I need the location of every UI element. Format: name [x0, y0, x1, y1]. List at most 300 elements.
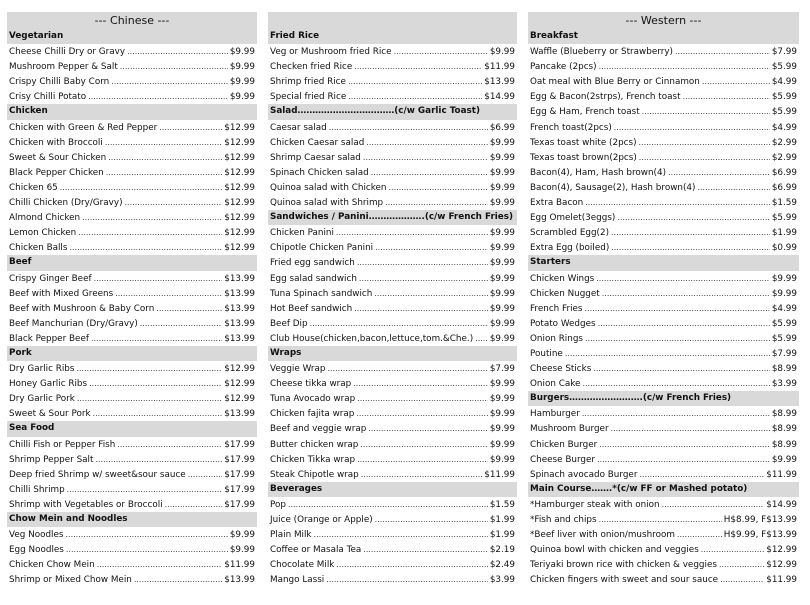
menu-item-name: Special fried Rice — [270, 92, 347, 103]
menu-item-price: $9.99 — [489, 454, 515, 465]
menu-item-price: $8.99 — [771, 424, 797, 435]
dot-leader — [91, 331, 222, 346]
dot-leader — [127, 44, 228, 59]
menu-item — [528, 316, 799, 331]
menu-item-name: Bacon(4), Ham, Hash brown(4) — [530, 167, 667, 178]
menu-item-name: Veggie Wrap — [270, 364, 326, 375]
menu-item-name: Veg Noodles — [9, 530, 64, 541]
menu-item — [7, 572, 257, 587]
menu-item-price: $6.99 — [771, 182, 797, 193]
menu-item-price: $12.99 — [224, 213, 255, 224]
menu-item — [268, 316, 517, 331]
menu-item-name: Pop — [270, 499, 286, 510]
menu-item — [268, 467, 517, 482]
menu-item-name: Chilli Fish or Pepper Fish — [9, 439, 116, 450]
menu-item-price: $5.99 — [771, 318, 797, 329]
dot-leader — [60, 180, 222, 195]
menu-item — [7, 316, 257, 331]
menu-item — [268, 180, 517, 195]
menu-item — [528, 301, 799, 316]
menu-item-price: $9.99 — [489, 303, 515, 314]
dot-leader — [314, 527, 488, 542]
menu-item-price: $14.99 — [766, 499, 797, 510]
dot-leader — [585, 301, 770, 316]
section-heading: Beef — [7, 255, 257, 270]
section-heading: Main Course…….*(c/w FF or Mashed potato) — [528, 482, 799, 497]
menu-item-price: $9.99 — [489, 273, 515, 284]
menu-item-price: $12.99 — [224, 198, 255, 209]
menu-item-name: Cheese Chilli Dry or Gravy — [9, 47, 126, 58]
menu-section-wraps — [268, 346, 517, 482]
menu-item — [528, 406, 799, 421]
dot-leader — [394, 44, 488, 59]
menu-item-name: Shrimp Caesar salad — [270, 152, 361, 163]
menu-item-price: $11.99 — [224, 560, 255, 571]
dot-leader — [596, 271, 770, 286]
dot-leader — [329, 120, 488, 135]
menu-item-name: Chicken 65 — [9, 182, 58, 193]
menu-section-salad-c-w-garlic-toast — [268, 104, 517, 210]
menu-item — [268, 437, 517, 452]
dot-leader — [668, 165, 770, 180]
menu-item — [268, 406, 517, 421]
dot-leader — [385, 195, 488, 210]
menu-item-name: Almond Chicken — [9, 213, 81, 224]
menu-item — [7, 135, 257, 150]
menu-item — [268, 150, 517, 165]
menu-item-price: $8.99 — [771, 364, 797, 375]
dot-leader — [585, 195, 770, 210]
dot-leader — [97, 557, 223, 572]
menu-item-price: $11.99 — [484, 62, 515, 73]
dot-leader — [697, 180, 769, 195]
menu-item — [7, 437, 257, 452]
menu-item-price: $12.99 — [224, 228, 255, 239]
menu-item-name: Crispy Ginger Beef — [9, 273, 92, 284]
dot-leader — [602, 286, 770, 301]
menu-item-price: $3.99 — [771, 379, 797, 390]
menu-item-price: $9.99 — [489, 424, 515, 435]
menu-item-price: $13.99 — [224, 575, 255, 586]
menu-item-name: Bacon(4), Sausage(2), Hash brown(4) — [530, 182, 696, 193]
menu-item — [528, 44, 799, 59]
menu-item-price: $12.99 — [224, 364, 255, 375]
menu-item — [7, 482, 257, 497]
menu-item-name: Veg or Mushroom fried Rice — [270, 47, 392, 58]
dot-leader — [105, 135, 222, 150]
menu-item — [528, 59, 799, 74]
menu-item — [268, 286, 517, 301]
dot-leader — [375, 512, 488, 527]
menu-item-price: $12.99 — [224, 167, 255, 178]
menu-item-price: $9.99 — [489, 152, 515, 163]
menu-item — [268, 376, 517, 391]
menu-item-name: *Beef liver with onion/mushroom — [530, 530, 675, 541]
menu-item-name: Shrimp with Vegetables or Broccoli — [9, 499, 163, 510]
dot-leader — [326, 572, 488, 587]
menu-item-name: Honey Garlic Ribs — [9, 379, 88, 390]
section-heading: Chicken — [7, 104, 257, 119]
menu-item-name: Chicken Wings — [530, 273, 595, 284]
dot-leader — [683, 89, 770, 104]
dot-leader — [134, 572, 222, 587]
menu-item — [268, 527, 517, 542]
section-heading: Sea Food — [7, 421, 257, 436]
dot-leader — [156, 301, 222, 316]
menu-item-name: Cheese Burger — [530, 454, 596, 465]
dot-leader — [357, 391, 488, 406]
menu-item-price: $13.99 — [224, 333, 255, 344]
menu-item-price: $9.99 — [771, 288, 797, 299]
menu-item — [268, 391, 517, 406]
menu-item-name: Black Pepper Chicken — [9, 167, 104, 178]
menu-section-chicken — [7, 104, 257, 255]
menu-section-beverages — [268, 482, 517, 588]
menu-item-price: $13.99 — [224, 409, 255, 420]
menu-item — [528, 346, 799, 361]
menu-item-price: $5.99 — [771, 213, 797, 224]
menu-item-price: $6.99 — [771, 167, 797, 178]
menu-item-price: $7.99 — [489, 364, 515, 375]
dot-leader — [593, 361, 769, 376]
menu-item-name: Black Pepper Beef — [9, 333, 89, 344]
menu-item — [528, 89, 799, 104]
menu-item-price: $12.99 — [224, 152, 255, 163]
menu-item — [7, 271, 257, 286]
dot-leader — [115, 286, 222, 301]
menu-item — [268, 497, 517, 512]
menu-item-price: $9.99 — [489, 47, 515, 58]
menu-item — [268, 240, 517, 255]
menu-item-price: $9.99 — [229, 62, 255, 73]
menu-item-name: Spinach Chicken salad — [270, 167, 369, 178]
menu-item-name: Extra Bacon — [530, 198, 584, 209]
dot-leader — [375, 240, 488, 255]
menu-item-name: *Hamburger steak with onion — [530, 499, 660, 510]
dot-leader — [310, 316, 488, 331]
menu-column-middle — [268, 12, 517, 587]
dot-leader — [374, 286, 487, 301]
menu-item — [528, 104, 799, 119]
menu-item-name: Chilli Shrimp — [9, 484, 65, 495]
menu-item — [528, 271, 799, 286]
dot-leader — [78, 225, 222, 240]
dot-leader — [599, 59, 770, 74]
dot-leader — [336, 557, 487, 572]
dot-leader — [353, 376, 488, 391]
menu-item — [528, 497, 799, 512]
menu-item-name: Quinoa bowl with chicken and veggies — [530, 545, 699, 556]
menu-item — [7, 240, 257, 255]
dot-leader — [88, 89, 228, 104]
menu-item-price: $2.99 — [771, 152, 797, 163]
menu-item-name: Sweet & Sour Chicken — [9, 152, 107, 163]
menu-item-price: $9.99 — [771, 273, 797, 284]
menu-item-name: Beef with Mushroon & Baby Corn — [9, 303, 155, 314]
menu-item-price: $9.99 — [229, 77, 255, 88]
menu-item-name: Chicken Panini — [270, 228, 334, 239]
menu-item — [7, 74, 257, 89]
menu-item-name: Chicken Tikka wrap — [270, 454, 356, 465]
menu-item-name: Chicken fajita wrap — [270, 409, 355, 420]
menu-item-name: Hot Beef sandwich — [270, 303, 353, 314]
menu-item-price: $13.99 — [224, 303, 255, 314]
dot-leader — [357, 255, 488, 270]
dot-leader — [354, 301, 488, 316]
menu-item-price: $12.99 — [224, 379, 255, 390]
menu-item-name: Chicken fingers with sweet and sour sauce — [530, 575, 719, 586]
menu-item-price: $1.59 — [489, 499, 515, 510]
menu-item-price: $8.99 — [771, 439, 797, 450]
section-heading: Pork — [7, 346, 257, 361]
menu-item-price: $4.99 — [771, 77, 797, 88]
menu-item — [528, 512, 799, 527]
menu-item-price: $9.99 — [229, 530, 255, 541]
menu-item — [528, 437, 799, 452]
section-heading: Breakfast — [528, 29, 799, 44]
menu-item-price: $9.99 — [489, 167, 515, 178]
menu-item-price: $13.99 — [484, 77, 515, 88]
menu-item-name: Egg salad sandwich — [270, 273, 357, 284]
section-heading: Wraps — [268, 346, 517, 361]
menu-item-price: $12.99 — [224, 137, 255, 148]
menu-item — [7, 210, 257, 225]
menu-item-name: Juice (Orange or Apple) — [270, 515, 373, 525]
menu-item-name: Teriyaki brown rice with chicken & veggies — [530, 560, 717, 571]
menu-item-price: $9.99 — [229, 545, 255, 556]
menu-item-name: Egg & Bacon(2strps), French toast — [530, 92, 681, 103]
menu-item-price: $2.49 — [489, 560, 515, 571]
menu-item-price: $8.99 — [771, 409, 797, 420]
dot-leader — [117, 437, 222, 452]
menu-item-name: Chicken with Broccoli — [9, 137, 103, 148]
menu-item-price: $12.99 — [224, 394, 255, 405]
dot-leader — [361, 467, 482, 482]
dot-leader — [77, 391, 222, 406]
menu-item-name: Chicken with Green & Red Pepper — [9, 122, 158, 133]
menu-item-name: Oat meal with Blue Berry or Cinnamon — [530, 77, 700, 88]
dot-leader — [611, 240, 770, 255]
menu-item — [268, 452, 517, 467]
dot-leader — [188, 467, 223, 482]
menu-item — [528, 527, 799, 542]
menu-item-price: $17.99 — [224, 484, 255, 495]
menu-item-price: $9.99 — [489, 409, 515, 420]
menu-item-name: Chicken Chow Mein — [9, 560, 95, 571]
menu-item-name: Deep fried Shrimp w/ sweet&sour sauce — [9, 469, 186, 480]
menu-item — [7, 195, 257, 210]
menu-item — [7, 44, 257, 59]
menu-item-name: Shrimp fried Rice — [270, 77, 346, 88]
menu-section-main-course-c-w-ff-or-mashed-potato — [528, 482, 799, 588]
menu-item-price: $13.99 — [224, 288, 255, 299]
menu-item — [528, 421, 799, 436]
menu-item-price: $17.99 — [224, 439, 255, 450]
dot-leader — [639, 135, 770, 150]
dot-leader — [357, 452, 488, 467]
menu-item-price: $11.99 — [484, 469, 515, 480]
column-title: --- Chinese --- — [7, 12, 257, 29]
menu-item-name: Texas toast brown(2pcs) — [530, 152, 637, 163]
menu-item-price: $9.99 — [489, 379, 515, 390]
menu-item — [268, 165, 517, 180]
menu-item-name: Chipotle Chicken Panini — [270, 243, 374, 254]
menu-section-sea-food — [7, 421, 257, 512]
section-heading: Vegetarian — [7, 29, 257, 44]
menu-item-name: Onion Cake — [530, 379, 581, 390]
menu-item-price: $5.99 — [771, 62, 797, 73]
menu-item-price: $12.99 — [224, 122, 255, 133]
menu-item-price: $0.99 — [771, 243, 797, 254]
dot-leader — [95, 452, 222, 467]
dot-leader — [599, 512, 722, 527]
dot-leader — [582, 376, 769, 391]
menu-item — [7, 89, 257, 104]
section-heading: Beverages — [268, 482, 517, 497]
dot-leader — [159, 120, 222, 135]
menu-item — [268, 255, 517, 270]
dot-leader — [111, 74, 228, 89]
menu-item-price: H$8.99, F$13.99 — [723, 515, 797, 525]
dot-leader — [106, 165, 222, 180]
menu-item-name: Coffee or Masala Tea — [270, 545, 362, 556]
menu-item-name: Beef Manchurian (Dry/Gravy) — [9, 318, 138, 329]
dot-leader — [120, 59, 228, 74]
menu-item — [7, 59, 257, 74]
dot-leader — [642, 104, 770, 119]
menu-item — [528, 452, 799, 467]
menu-item-name: Onion Rings — [530, 333, 583, 344]
menu-item — [268, 271, 517, 286]
menu-item-name: Pancake (2pcs) — [530, 62, 597, 73]
menu-item — [7, 286, 257, 301]
menu-item-name: Scrambled Egg(2) — [530, 228, 610, 239]
menu-item-price: $9.99 — [489, 182, 515, 193]
menu-item-price: $3.99 — [489, 575, 515, 586]
dot-leader — [69, 240, 222, 255]
menu-item — [268, 557, 517, 572]
menu-section-starters — [528, 255, 799, 391]
menu-item — [268, 572, 517, 587]
menu-item — [528, 376, 799, 391]
menu-item-price: $9.99 — [489, 137, 515, 148]
menu-item-price: $12.99 — [224, 182, 255, 193]
dot-leader — [363, 542, 488, 557]
menu-column-chinese — [7, 12, 257, 587]
menu-item — [528, 361, 799, 376]
dot-leader — [356, 406, 487, 421]
menu-item — [268, 59, 517, 74]
section-heading: Chow Mein and Noodles — [7, 512, 257, 527]
menu-item — [528, 210, 799, 225]
dot-leader — [585, 331, 770, 346]
dot-leader — [94, 271, 223, 286]
menu-item — [7, 376, 257, 391]
menu-item — [528, 180, 799, 195]
menu-item-price: $9.99 — [489, 439, 515, 450]
menu-item-name: Egg Omelet(3eggs) — [530, 213, 616, 224]
column-title — [268, 12, 517, 29]
menu-section-burgers-c-w-french-fries — [528, 391, 799, 482]
menu-item-name: Steak Chipotle wrap — [270, 469, 359, 480]
menu-item — [7, 301, 257, 316]
menu-item — [528, 225, 799, 240]
menu-item — [7, 180, 257, 195]
dot-leader — [720, 572, 764, 587]
menu-item-name: Mango Lassi — [270, 575, 325, 586]
dot-leader — [108, 150, 222, 165]
menu-item-name: Extra Egg (boiled) — [530, 243, 610, 254]
menu-item — [7, 467, 257, 482]
menu-item — [268, 89, 517, 104]
menu-item-price: $9.99 — [771, 454, 797, 465]
menu-section-fried-rice — [268, 29, 517, 104]
dot-leader — [701, 542, 764, 557]
dot-leader — [359, 271, 488, 286]
dot-leader — [348, 89, 482, 104]
section-heading: Fried Rice — [268, 29, 517, 44]
menu-item — [7, 452, 257, 467]
menu-item-name: Egg & Ham, French toast — [530, 107, 640, 118]
menu-item-name: Cheese Sticks — [530, 364, 592, 375]
menu-item-price: $12.99 — [224, 243, 255, 254]
dot-leader — [363, 150, 488, 165]
menu-item-name: Poutine — [530, 348, 563, 359]
menu-item-price: $4.99 — [771, 122, 797, 133]
dot-leader — [67, 482, 223, 497]
menu-item-price: $9.99 — [489, 198, 515, 209]
menu-item — [7, 150, 257, 165]
menu-section-breakfast — [528, 29, 799, 255]
menu-item-name: Beef with Mixed Greens — [9, 288, 114, 299]
dot-leader — [82, 210, 222, 225]
menu-item-price: $13.99 — [224, 273, 255, 284]
menu-item-price: $1.99 — [771, 228, 797, 239]
menu-item-name: Sweet & Sour Pork — [9, 409, 91, 420]
menu-item — [528, 135, 799, 150]
menu-item — [7, 361, 257, 376]
menu-item-price: $14.99 — [484, 92, 515, 103]
menu-item-name: Chocolate Milk — [270, 560, 335, 571]
menu-item — [7, 542, 257, 557]
menu-item — [7, 225, 257, 240]
menu-item — [528, 165, 799, 180]
section-heading: Burgers…………………….(c/w French Fries) — [528, 391, 799, 406]
dot-leader — [371, 165, 488, 180]
menu-item — [528, 467, 799, 482]
menu-item-price: $12.99 — [766, 545, 797, 556]
menu-item — [268, 542, 517, 557]
dot-leader — [662, 497, 765, 512]
dot-leader — [675, 44, 770, 59]
menu-item-name: Hamburger — [530, 409, 580, 420]
menu-item-name: Dry Garlic Ribs — [9, 364, 75, 375]
menu-item-price: $11.99 — [766, 575, 797, 586]
dot-leader — [76, 361, 222, 376]
menu-item — [7, 165, 257, 180]
menu-item-price: $12.99 — [766, 560, 797, 571]
dot-leader — [611, 225, 770, 240]
menu-item — [528, 286, 799, 301]
dot-leader — [66, 527, 228, 542]
menu-item-name: *Fish and chips — [530, 515, 597, 525]
menu-item-price: $13.99 — [224, 318, 255, 329]
menu-item — [268, 301, 517, 316]
dot-leader — [140, 316, 222, 331]
menu-item-name: Butter chicken wrap — [270, 439, 359, 450]
menu-item-price: $17.99 — [224, 469, 255, 480]
menu-item-price: $9.99 — [489, 258, 515, 269]
